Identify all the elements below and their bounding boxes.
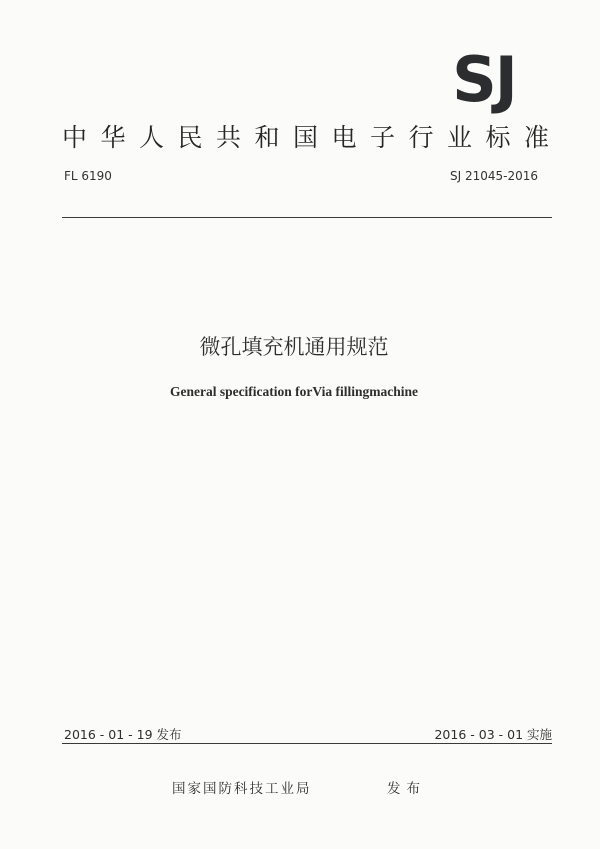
issue-date: 2016 - 01 - 19 发布 <box>64 727 182 742</box>
publish-label: 发布 <box>387 781 426 797</box>
standard-type-heading: 中华人民共和国电子行业标准 <box>62 123 563 152</box>
implementation-date: 2016 - 03 - 01 实施 <box>434 727 552 742</box>
logo-text: SJ <box>452 43 516 116</box>
document-title: 微孔填充机通用规范 <box>199 335 389 359</box>
document-subtitle-english: General specification forVia fillingmachine <box>169 384 419 399</box>
classification-code: FL 6190 <box>64 169 112 183</box>
footer-divider <box>62 743 552 744</box>
standard-number: SJ 21045-2016 <box>449 169 538 183</box>
publisher-name: 国家国防科技工业局 <box>172 781 312 797</box>
header-divider <box>62 217 552 218</box>
sj-logo <box>434 44 534 116</box>
